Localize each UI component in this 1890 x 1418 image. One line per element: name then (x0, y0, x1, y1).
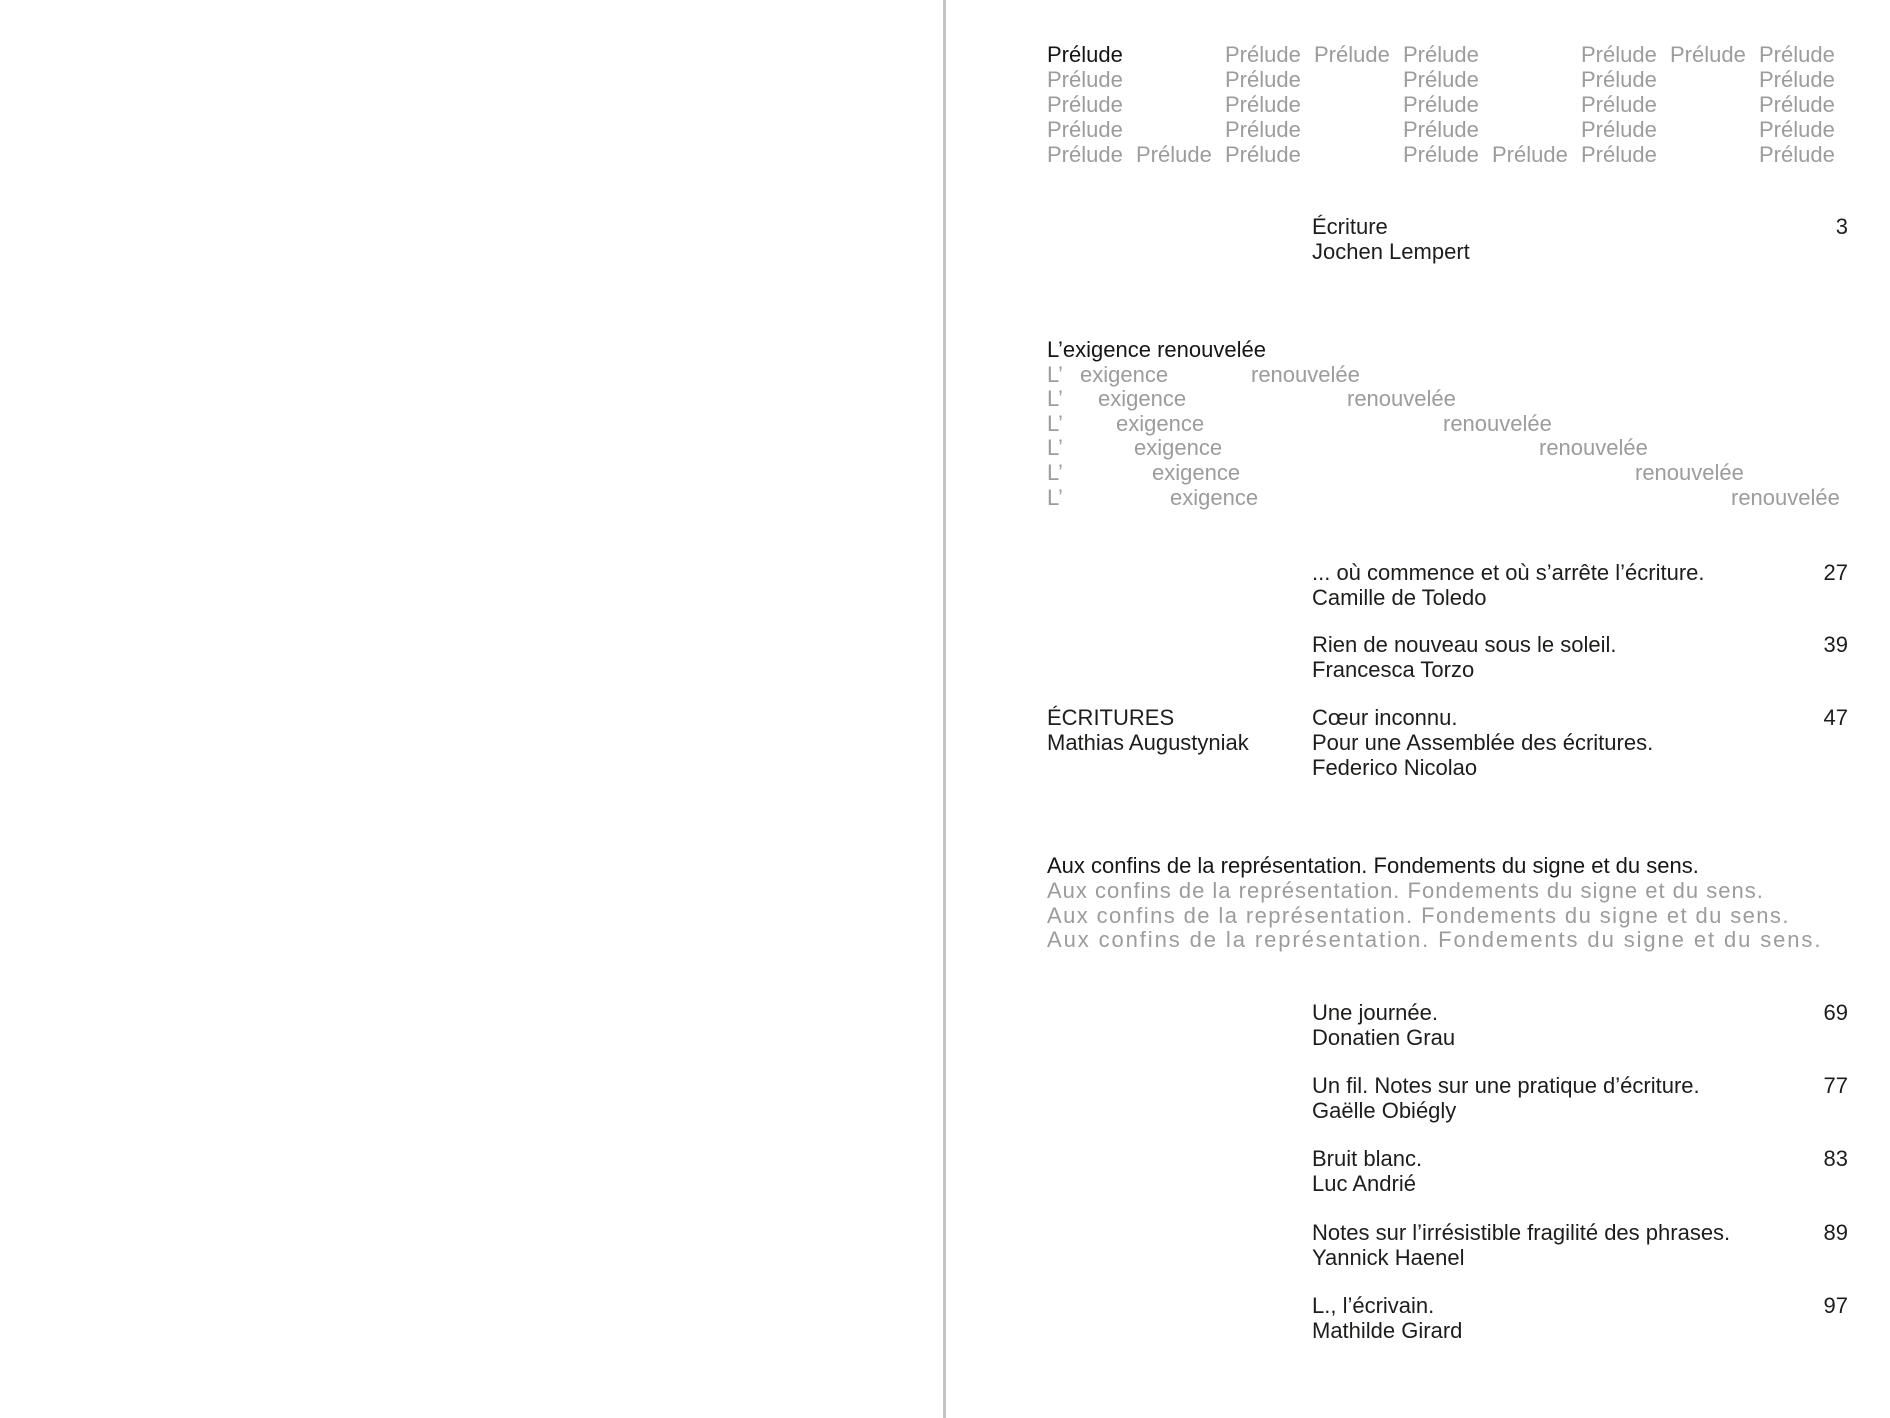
prelude-word: Prélude (1047, 117, 1123, 142)
confins-echo-line: Aux confins de la représentation. Fondements du signe et du sens. (1047, 927, 1823, 952)
entry-author: Luc Andrié (1312, 1171, 1416, 1196)
prelude-word: Prélude (1403, 142, 1479, 167)
exigence-word-exigence: exigence (1080, 362, 1169, 387)
exigence-word-renouvelee: renouvelée (1539, 435, 1648, 460)
exigence-word-renouvelee: renouvelée (1635, 460, 1744, 485)
entry-title-line: Pour une Assemblée des écritures. (1312, 730, 1654, 755)
prelude-word: Prélude (1759, 92, 1835, 117)
entry-title-line: Cœur inconnu. (1312, 705, 1458, 730)
entry-title-column (1312, 705, 1782, 780)
exigence-word-l: L’ (1047, 411, 1063, 436)
entry-title-column (1312, 1293, 1782, 1343)
entry-title-column (1312, 1073, 1782, 1123)
entry-page-number: 83 (1823, 1146, 1848, 1171)
exigence-word-renouvelee: renouvelée (1251, 362, 1360, 387)
prelude-word: Prélude (1759, 117, 1835, 142)
entry-page-number: 77 (1823, 1073, 1848, 1098)
entry-title-column (1312, 1146, 1782, 1196)
entry-author: Mathilde Girard (1312, 1318, 1463, 1343)
entry-page-number: 89 (1823, 1220, 1848, 1245)
entry-title-column (1312, 1220, 1782, 1270)
section-title: ÉCRITURES (1047, 705, 1175, 730)
entry-page-number: 27 (1823, 560, 1848, 585)
confins-heading: Aux confins de la représentation. Fondements du signe et du sens. (1047, 853, 1699, 878)
entry-title-line: Un fil. Notes sur une pratique d’écriture. (1312, 1073, 1700, 1098)
prelude-word: Prélude (1581, 67, 1657, 92)
prelude-word: Prélude (1314, 42, 1390, 67)
exigence-word-renouvelee: renouvelée (1443, 411, 1552, 436)
prelude-word: Prélude (1136, 142, 1212, 167)
entry-page-number: 47 (1823, 705, 1848, 730)
toc-page (946, 0, 1890, 1418)
entry-title-column (1312, 1000, 1782, 1050)
exigence-fan-line (1047, 411, 1848, 436)
exigence-word-exigence: exigence (1098, 386, 1187, 411)
prelude-word: Prélude (1403, 42, 1479, 67)
entry-author: Jochen Lempert (1312, 239, 1470, 264)
entry-page-number: 69 (1823, 1000, 1848, 1025)
prelude-word: Prélude (1759, 142, 1835, 167)
exigence-fan-line (1047, 460, 1848, 485)
entry-author: Federico Nicolao (1312, 755, 1478, 780)
exigence-fan-line (1047, 485, 1848, 510)
entry-author: Francesca Torzo (1312, 657, 1475, 682)
left-page-blank (0, 0, 943, 1418)
exigence-word-exigence: exigence (1134, 435, 1223, 460)
prelude-word: Prélude (1403, 67, 1479, 92)
prelude-word: Prélude (1403, 92, 1479, 117)
entry-author: Donatien Grau (1312, 1025, 1456, 1050)
entry-author: Camille de Toledo (1312, 585, 1487, 610)
prelude-word: Prélude (1581, 42, 1657, 67)
section-author: Mathias Augustyniak (1047, 730, 1249, 755)
prelude-word: Prélude (1225, 117, 1301, 142)
prelude-word: Prélude (1492, 142, 1568, 167)
prelude-word: Prélude (1047, 67, 1123, 92)
prelude-word: Prélude (1225, 42, 1301, 67)
exigence-word-l: L’ (1047, 485, 1063, 510)
prelude-word: Prélude (1581, 92, 1657, 117)
entry-title-line: Rien de nouveau sous le soleil. (1312, 632, 1617, 657)
entry-title-column (1312, 632, 1782, 682)
entry-title-line: L., l’écrivain. (1312, 1293, 1435, 1318)
confins-echo-line: Aux confins de la représentation. Fondements du signe et du sens. (1047, 903, 1790, 928)
exigence-word-renouvelee: renouvelée (1347, 386, 1456, 411)
exigence-heading: L’exigence renouvelée (1047, 337, 1266, 362)
entry-title-line: Une journée. (1312, 1000, 1438, 1025)
entry-author: Yannick Haenel (1312, 1245, 1465, 1270)
prelude-word: Prélude (1581, 117, 1657, 142)
prelude-word: Prélude (1047, 92, 1123, 117)
exigence-fan-block (1047, 337, 1848, 517)
entry-title-line: ... où commence et où s’arrête l’écriture. (1312, 560, 1705, 585)
prelude-word: Prélude (1403, 117, 1479, 142)
entry-title-line: Bruit blanc. (1312, 1146, 1423, 1171)
exigence-word-l: L’ (1047, 460, 1063, 485)
exigence-word-l: L’ (1047, 362, 1063, 387)
entry-page-number: 39 (1823, 632, 1848, 657)
exigence-fan-line (1047, 362, 1848, 387)
entry-title-line: Notes sur l’irrésistible fragilité des phrases. (1312, 1220, 1731, 1245)
entry-page-number: 97 (1823, 1293, 1848, 1318)
entry-title-line: Écriture (1312, 214, 1388, 239)
prelude-word: Prélude (1670, 42, 1746, 67)
entry-page-number: 3 (1835, 214, 1848, 239)
prelude-word: Prélude (1581, 142, 1657, 167)
exigence-fan-line (1047, 435, 1848, 460)
prelude-word: Prélude (1225, 67, 1301, 92)
prelude-word: Prélude (1225, 142, 1301, 167)
prelude-word: Prélude (1759, 42, 1835, 67)
exigence-word-exigence: exigence (1170, 485, 1259, 510)
exigence-word-l: L’ (1047, 386, 1063, 411)
exigence-fan-line (1047, 386, 1848, 411)
exigence-word-renouvelee: renouvelée (1731, 485, 1840, 510)
prelude-word: Prélude (1047, 142, 1123, 167)
entry-title-column (1312, 214, 1782, 264)
prelude-word-grid (1047, 42, 1848, 172)
entry-author: Gaëlle Obiégly (1312, 1098, 1457, 1123)
exigence-word-exigence: exigence (1152, 460, 1241, 485)
confins-echo-line: Aux confins de la représentation. Fondements du signe et du sens. (1047, 878, 1764, 903)
entry-section-label (1047, 705, 1307, 755)
exigence-word-exigence: exigence (1116, 411, 1205, 436)
exigence-word-l: L’ (1047, 435, 1063, 460)
entry-title-column (1312, 560, 1782, 610)
prelude-word: Prélude (1225, 92, 1301, 117)
prelude-word: Prélude (1047, 42, 1123, 67)
confins-block (1047, 853, 1848, 958)
prelude-word: Prélude (1759, 67, 1835, 92)
